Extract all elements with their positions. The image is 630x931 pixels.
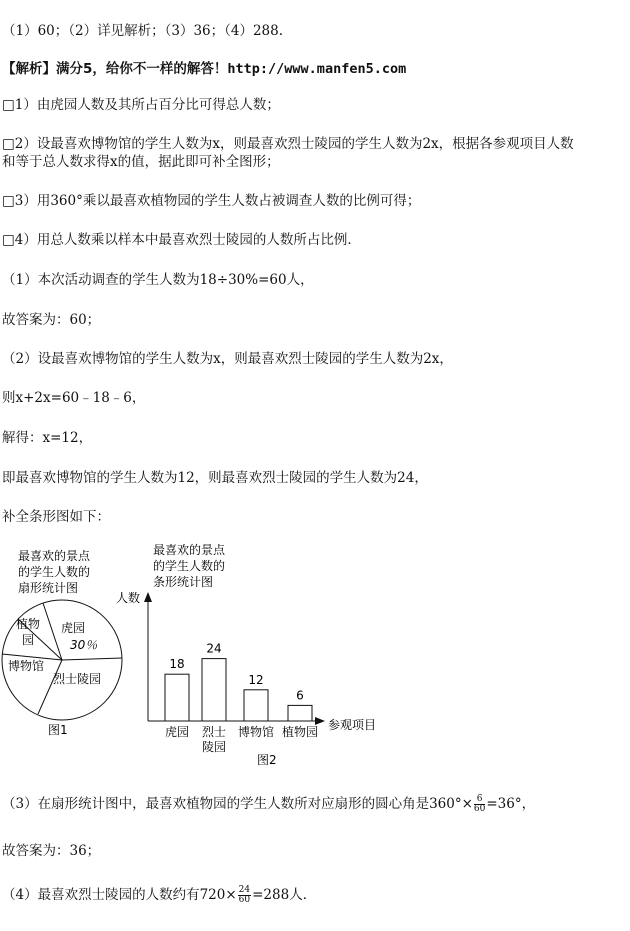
analysis-line-4: □3）用360°乘以最喜欢植物园的学生人数占被调查人数的比例可得； (2, 193, 421, 209)
pie-chart-title-2: 的学生人数的 (18, 565, 91, 579)
bar-4 (288, 705, 312, 721)
x-axis-arrow-icon (315, 717, 325, 725)
solution-line-3: （2）设最喜欢博物馆的学生人数为x，则最喜欢烈士陵园的学生人数为2x， (2, 351, 453, 367)
bar-value-label-3: 12 (248, 672, 264, 687)
bar-chart-caption: 图2 (257, 753, 277, 767)
bar-category-label-3: 博物馆 (237, 725, 275, 739)
bar-chart-y-axis-label: 人数 (116, 591, 141, 605)
bar-chart-title-3: 条形统计图 (153, 575, 214, 589)
bar-chart-x-axis-label: 参观项目 (328, 718, 377, 732)
pie-label-museum: 博物馆 (8, 659, 45, 673)
solution-line-7: 补全条形图如下： (2, 509, 110, 525)
part3-prefix: （3）在扇形统计图中，最喜欢植物园的学生人数所对应扇形的圆心角是360°× (2, 796, 473, 812)
bar-chart-figure (110, 540, 400, 770)
answer-line: （1）60；（2）详见解析；（3）36；（4）288. (2, 23, 284, 39)
pie-label-plant-2: 园 (22, 633, 35, 647)
solution-line-6: 即最喜欢博物馆的学生人数为12，则最喜欢烈士陵园的学生人数为24， (2, 470, 428, 486)
y-axis-arrow-icon (144, 592, 152, 602)
bar-category-label-2-1: 烈士 (201, 725, 227, 739)
pie-chart-title-1: 最喜欢的景点 (18, 549, 91, 563)
bar-chart-title-2: 的学生人数的 (153, 559, 226, 573)
part4-suffix: =288人． (252, 887, 317, 903)
pie-caption: 图1 (48, 723, 68, 737)
analysis-header-url: http://www.manfen5.com (227, 61, 407, 77)
analysis-header (2, 60, 406, 78)
pie-chart-title-3: 扇形统计图 (18, 581, 79, 595)
solution-line-5: 解得：x=12， (2, 430, 93, 446)
bar-category-label-1: 虎园 (164, 725, 190, 739)
solution-line-1: （1）本次活动调查的学生人数为18÷30%=60人， (2, 272, 314, 288)
bar-value-label-1: 18 (169, 657, 185, 672)
part3-answer: 故答案为：36； (2, 843, 101, 859)
solution-line-4: 则x+2x=60﹣18﹣6， (2, 390, 146, 406)
bar-value-label-4: 6 (296, 688, 304, 703)
part3-fraction (474, 795, 485, 814)
analysis-line-3: 和等于总人数求得x的值，据此即可补全图形； (2, 154, 280, 170)
part4-prefix: （4）最喜欢烈士陵园的人数约有720× (2, 887, 237, 903)
bar-2 (202, 659, 226, 721)
part3-suffix: =36°， (486, 796, 536, 812)
part4-fraction-denominator: 60 (238, 895, 251, 905)
analysis-line-1: □1）由虎园人数及其所占百分比可得总人数； (2, 97, 280, 113)
pie-label-plant-1: 植物 (16, 617, 41, 631)
bar-chart-title-1: 最喜欢的景点 (153, 543, 226, 557)
analysis-header-label: 【解析】满分5，给你不一样的解答！ (2, 61, 228, 77)
part3-fraction-numerator: 6 (474, 795, 485, 805)
pie-label-cemetery: 烈士陵园 (53, 672, 102, 686)
bar-category-label-4: 植物园 (281, 725, 319, 739)
part3-line (2, 795, 535, 814)
pie-label-tiger: 虎园 (61, 621, 86, 635)
part4-line (2, 886, 316, 905)
bar-category-label-2-2: 陵园 (201, 740, 227, 754)
bar-value-label-2: 24 (206, 641, 222, 656)
pie-label-tiger-percent: 30％ (70, 638, 98, 652)
part4-fraction-numerator: 24 (238, 885, 251, 895)
analysis-line-5: □4）用总人数乘以样本中最喜欢烈士陵园的人数所占比例． (2, 232, 361, 248)
bar-3 (244, 690, 268, 721)
bar-chart-bars (165, 642, 318, 754)
part3-fraction-denominator: 60 (473, 804, 486, 814)
analysis-line-2: □2）设最喜欢博物馆的学生人数为x，则最喜欢烈士陵园的学生人数为2x，根据各参观项目人数 (2, 136, 574, 152)
solution-line-2: 故答案为：60； (2, 312, 101, 328)
bar-1 (165, 674, 189, 721)
part4-fraction (238, 886, 251, 905)
